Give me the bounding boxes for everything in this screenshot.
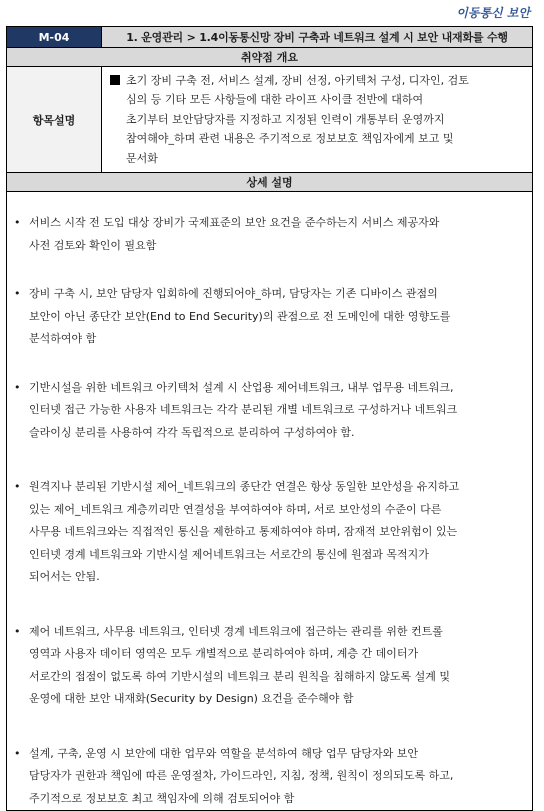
details-row [7, 192, 533, 811]
details-section-row [7, 173, 533, 192]
overview-section-title: 취약점 개요 [7, 48, 533, 67]
bullet-dot-icon: • [14, 624, 21, 638]
detail-list [7, 212, 532, 810]
overview-row [7, 67, 533, 173]
security-item-table [6, 26, 533, 811]
detail-line: 제어 네트워크, 사무용 네트워크, 인터넷 경계 네트워크에 접근하는 관리를 위한 컨트롤 [29, 624, 443, 638]
bullet-dot-icon: • [14, 480, 21, 494]
bullet-dot-icon: • [14, 216, 21, 230]
detail-item [7, 212, 532, 257]
item-description-label: 항목설명 [7, 67, 102, 173]
detail-line: 사무용 네트워크와는 직접적인 통신을 제한하고 통제하여야 하며, 잠재적 보안위험이 있는 [29, 525, 458, 539]
detail-item [7, 283, 532, 351]
detail-line: 기반시설을 위한 네트워크 아키텍처 설계 시 산업용 제어네트워크, 내부 업무용 네트워크, [29, 380, 454, 394]
bullet-dot-icon: • [14, 287, 21, 301]
detail-line: 운영에 대한 보안 내재화(Security by Design) 요건을 준수해야 함 [29, 692, 354, 706]
detail-line: 설계, 구축, 운영 시 보안에 대한 업무와 역할을 분석하여 해당 업무 담당자와 보안 [29, 746, 418, 760]
detail-item [7, 621, 532, 711]
detail-line: 서로간의 접점이 없도록 하여 기반시설의 네트워크 분리 원칙을 침해하지 않도록 설계 및 [29, 669, 450, 683]
overview-section-row [7, 48, 533, 67]
detail-line: 원격지나 분리된 기반시설 제어_네트워크의 종단간 연결은 항상 동일한 보안성을 유지하고 [29, 480, 460, 494]
detail-line: 담당자가 권한과 책임에 따른 운영절차, 가이드라인, 지침, 정책, 원칙이 정의되도록 하고, [29, 769, 454, 783]
overview-line: 초기부터 보안담당자를 지정하고 지정된 인력이 개통부터 운영까지 [126, 112, 445, 126]
detail-item [7, 476, 532, 589]
overview-line: 심의 등 기타 모든 사항들에 대한 라이프 사이클 전반에 대하여 [126, 93, 424, 107]
detail-line: 서비스 시작 전 도입 대상 장비가 국제표준의 보안 요건을 준수하는지 서비스 제공자와 [29, 216, 440, 230]
detail-line: 장비 구축 시, 보안 담당자 입회하에 진행되어야_하며, 담당자는 기존 디바이스 관점의 [29, 287, 438, 301]
detail-line: 사전 검토와 확인이 필요함 [29, 238, 157, 252]
item-description [102, 67, 533, 173]
detail-line: 영역과 사용자 데이터 영역은 모두 개별적으로 분리하여야 하며, 계층 간 데이터가 [29, 647, 419, 661]
square-bullet-icon [110, 75, 120, 85]
detail-line: 있는 제어_네트워크 계층끼리만 연결성을 부여하여야 하며, 서로 보안성의 수준이 다른 [29, 502, 442, 516]
item-code: M-04 [7, 27, 102, 48]
detail-line: 분석하여야 함 [29, 332, 97, 346]
detail-line: 보안이 아닌 종단간 보안(End to End Security)의 관점으로 전 도메인에 대한 영향도를 [29, 309, 451, 323]
details-body [7, 192, 533, 811]
overview-line: 문서화 [126, 151, 158, 165]
overview-line: 참여해야_하며 관련 내용은 주기적으로 정보보호 책임자에게 보고 및 [126, 132, 454, 146]
bullet-dot-icon: • [14, 746, 21, 760]
header-row [7, 27, 533, 48]
detail-line: 되어서는 안됨. [29, 570, 100, 584]
detail-line: 슬라이싱 분리를 사용하여 각각 독립적으로 분리하여 구성하여야 함. [29, 425, 355, 439]
detail-line: 인터넷 경계 네트워크와 기반시설 제어네트워크는 서로간의 통신에 원점과 목적지가 [29, 547, 429, 561]
detail-item [7, 377, 532, 445]
item-title: 1. 운영관리 > 1.4이동통신망 장비 구축과 네트워크 설계 시 보안 내재화를 수행 [102, 27, 533, 48]
detail-line: 주기적으로 정보보호 최고 책임자에 의해 검토되어야 함 [29, 791, 295, 805]
bullet-dot-icon: • [14, 380, 21, 394]
details-section-title: 상세 설명 [7, 173, 533, 192]
page-header-title: 이동통신 보안 [456, 6, 530, 20]
overview-line: 초기 장비 구축 전, 서비스 설계, 장비 선정, 아키텍처 구성, 디자인, 검토 [110, 71, 526, 90]
detail-item [7, 743, 532, 811]
detail-line: 인터넷 접근 가능한 사용자 네트워크는 각각 분리된 개별 네트워크로 구성하거나 네트워크 [29, 403, 458, 417]
